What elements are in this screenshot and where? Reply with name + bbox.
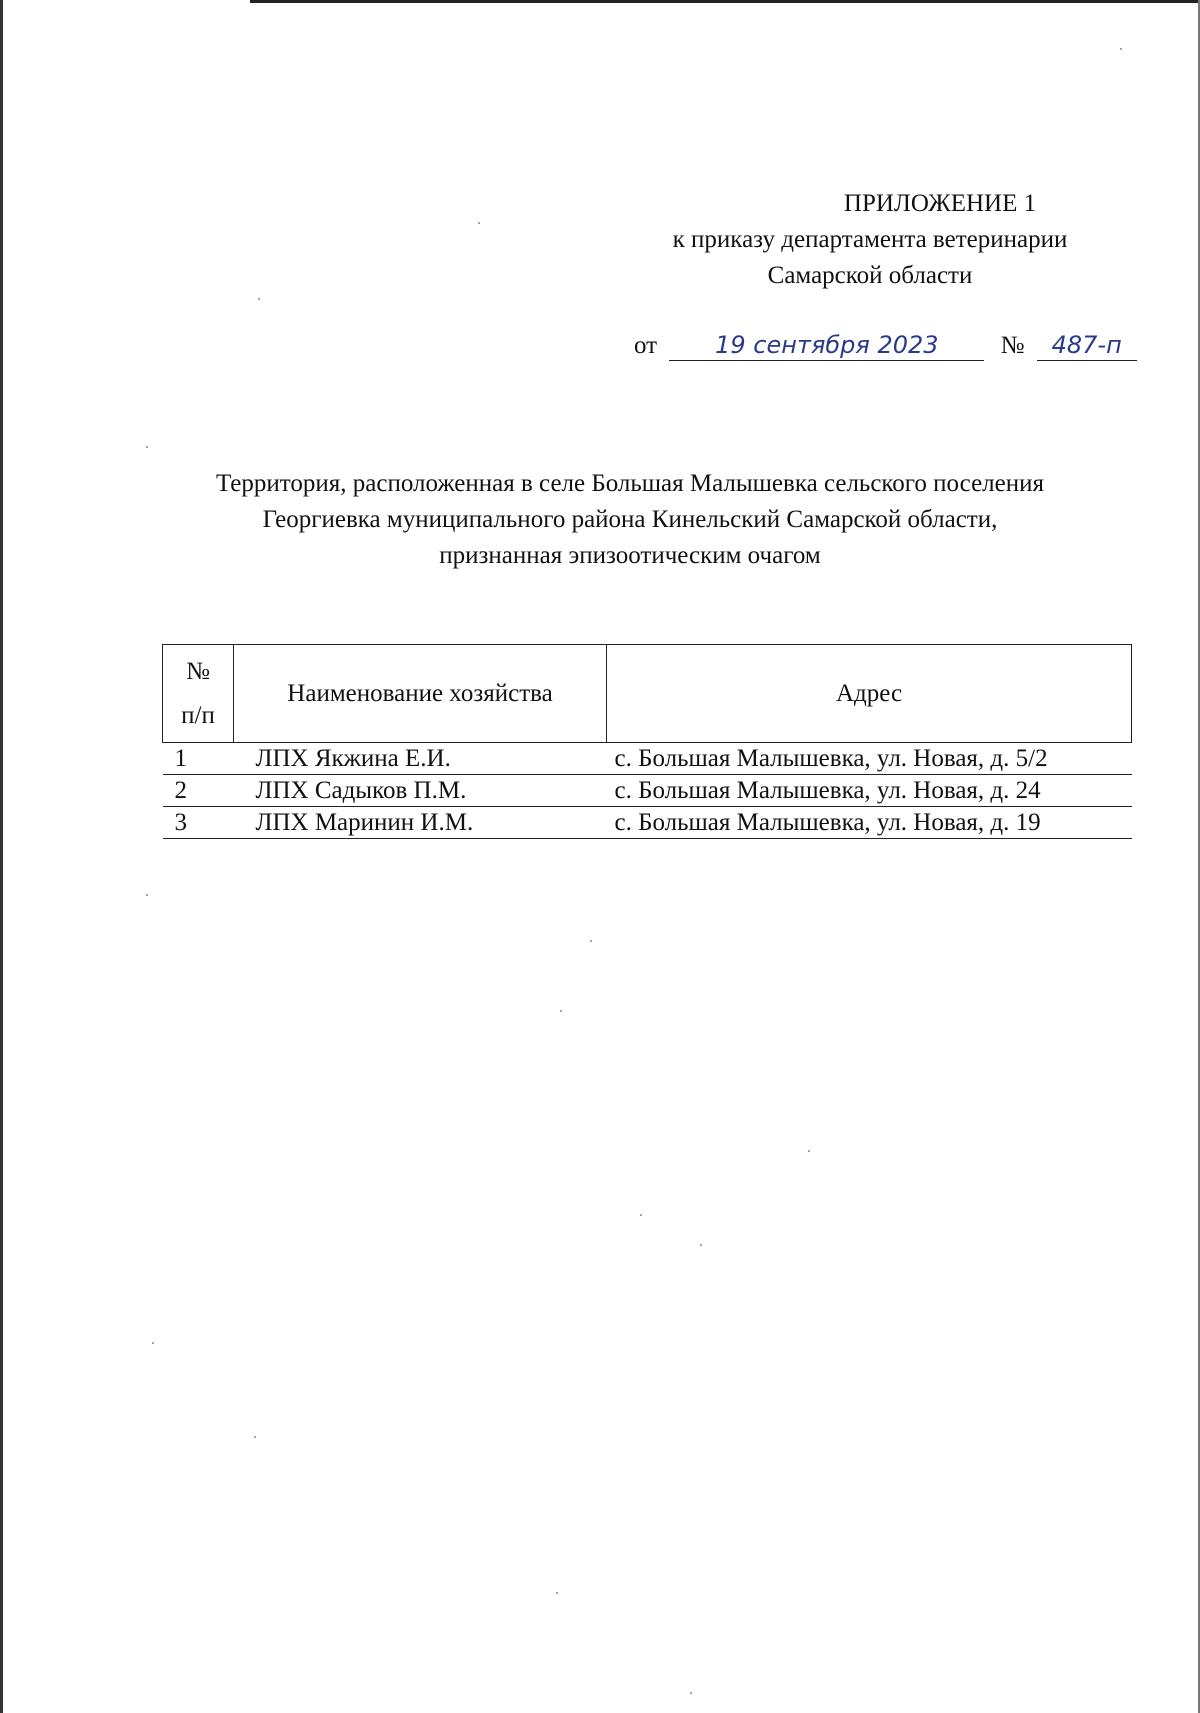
- order-number-handwritten: 487-п: [1037, 330, 1137, 361]
- table-header-row: [163, 645, 1132, 743]
- header-number: [163, 645, 234, 743]
- scan-speck: [258, 298, 260, 300]
- scan-speck: [152, 1342, 154, 1344]
- row-farm-name: ЛПХ Маринин И.М.: [234, 807, 607, 839]
- order-number-label: №: [1000, 332, 1025, 359]
- appendix-subtitle-line-2: Самарской области: [767, 262, 973, 289]
- row-number: 3: [163, 807, 234, 839]
- document-title-line-1: Территория, расположенная в селе Большая Малышевка сельского поселения: [215, 470, 1044, 497]
- header-address: Адрес: [607, 645, 1132, 743]
- scan-edge-left: [0, 0, 3, 1713]
- row-address: с. Большая Малышевка, ул. Новая, д. 19: [607, 807, 1132, 839]
- row-number: 2: [163, 775, 234, 807]
- row-address: с. Большая Малышевка, ул. Новая, д. 24: [607, 775, 1132, 807]
- order-from-label: от: [634, 332, 658, 359]
- document-title-line-3: признанная эпизоотическим очагом: [439, 542, 821, 569]
- scan-speck: [478, 222, 480, 224]
- scan-speck: [560, 1010, 562, 1012]
- document-title: [165, 466, 1095, 574]
- header-number-symbol: №: [186, 657, 210, 685]
- row-number: 1: [163, 743, 234, 775]
- header-number-abbrev: п/п: [181, 701, 215, 729]
- scan-edge-top: [250, 0, 1200, 3]
- table-row: [163, 775, 1132, 807]
- order-reference: [634, 330, 1137, 361]
- appendix-header: [620, 186, 1120, 294]
- scan-speck: [146, 894, 148, 896]
- scan-speck: [590, 940, 592, 942]
- scan-speck: [690, 1692, 692, 1694]
- table-row: [163, 743, 1132, 775]
- scan-speck: [1120, 48, 1122, 50]
- document-title-line-2: Георгиевка муниципального района Кинельский Самарской области,: [262, 506, 998, 533]
- row-farm-name: ЛПХ Якжина Е.И.: [234, 743, 607, 775]
- row-farm-name: ЛПХ Садыков П.М.: [234, 775, 607, 807]
- row-address: с. Большая Малышевка, ул. Новая, д. 5/2: [607, 743, 1132, 775]
- scan-speck: [700, 1244, 702, 1246]
- scan-speck: [254, 1436, 256, 1438]
- table-row: [163, 807, 1132, 839]
- scan-speck: [146, 446, 148, 448]
- appendix-subtitle-line-1: к приказу департамента ветеринарии: [672, 226, 1068, 253]
- header-farm-name: Наименование хозяйства: [234, 645, 607, 743]
- scan-speck: [640, 1214, 642, 1216]
- appendix-title: ПРИЛОЖЕНИЕ 1: [843, 190, 1037, 217]
- scan-speck: [808, 1150, 810, 1152]
- scan-speck: [556, 1592, 558, 1594]
- order-date-handwritten: 19 сентября 2023: [669, 330, 984, 361]
- farms-table: [162, 644, 1132, 839]
